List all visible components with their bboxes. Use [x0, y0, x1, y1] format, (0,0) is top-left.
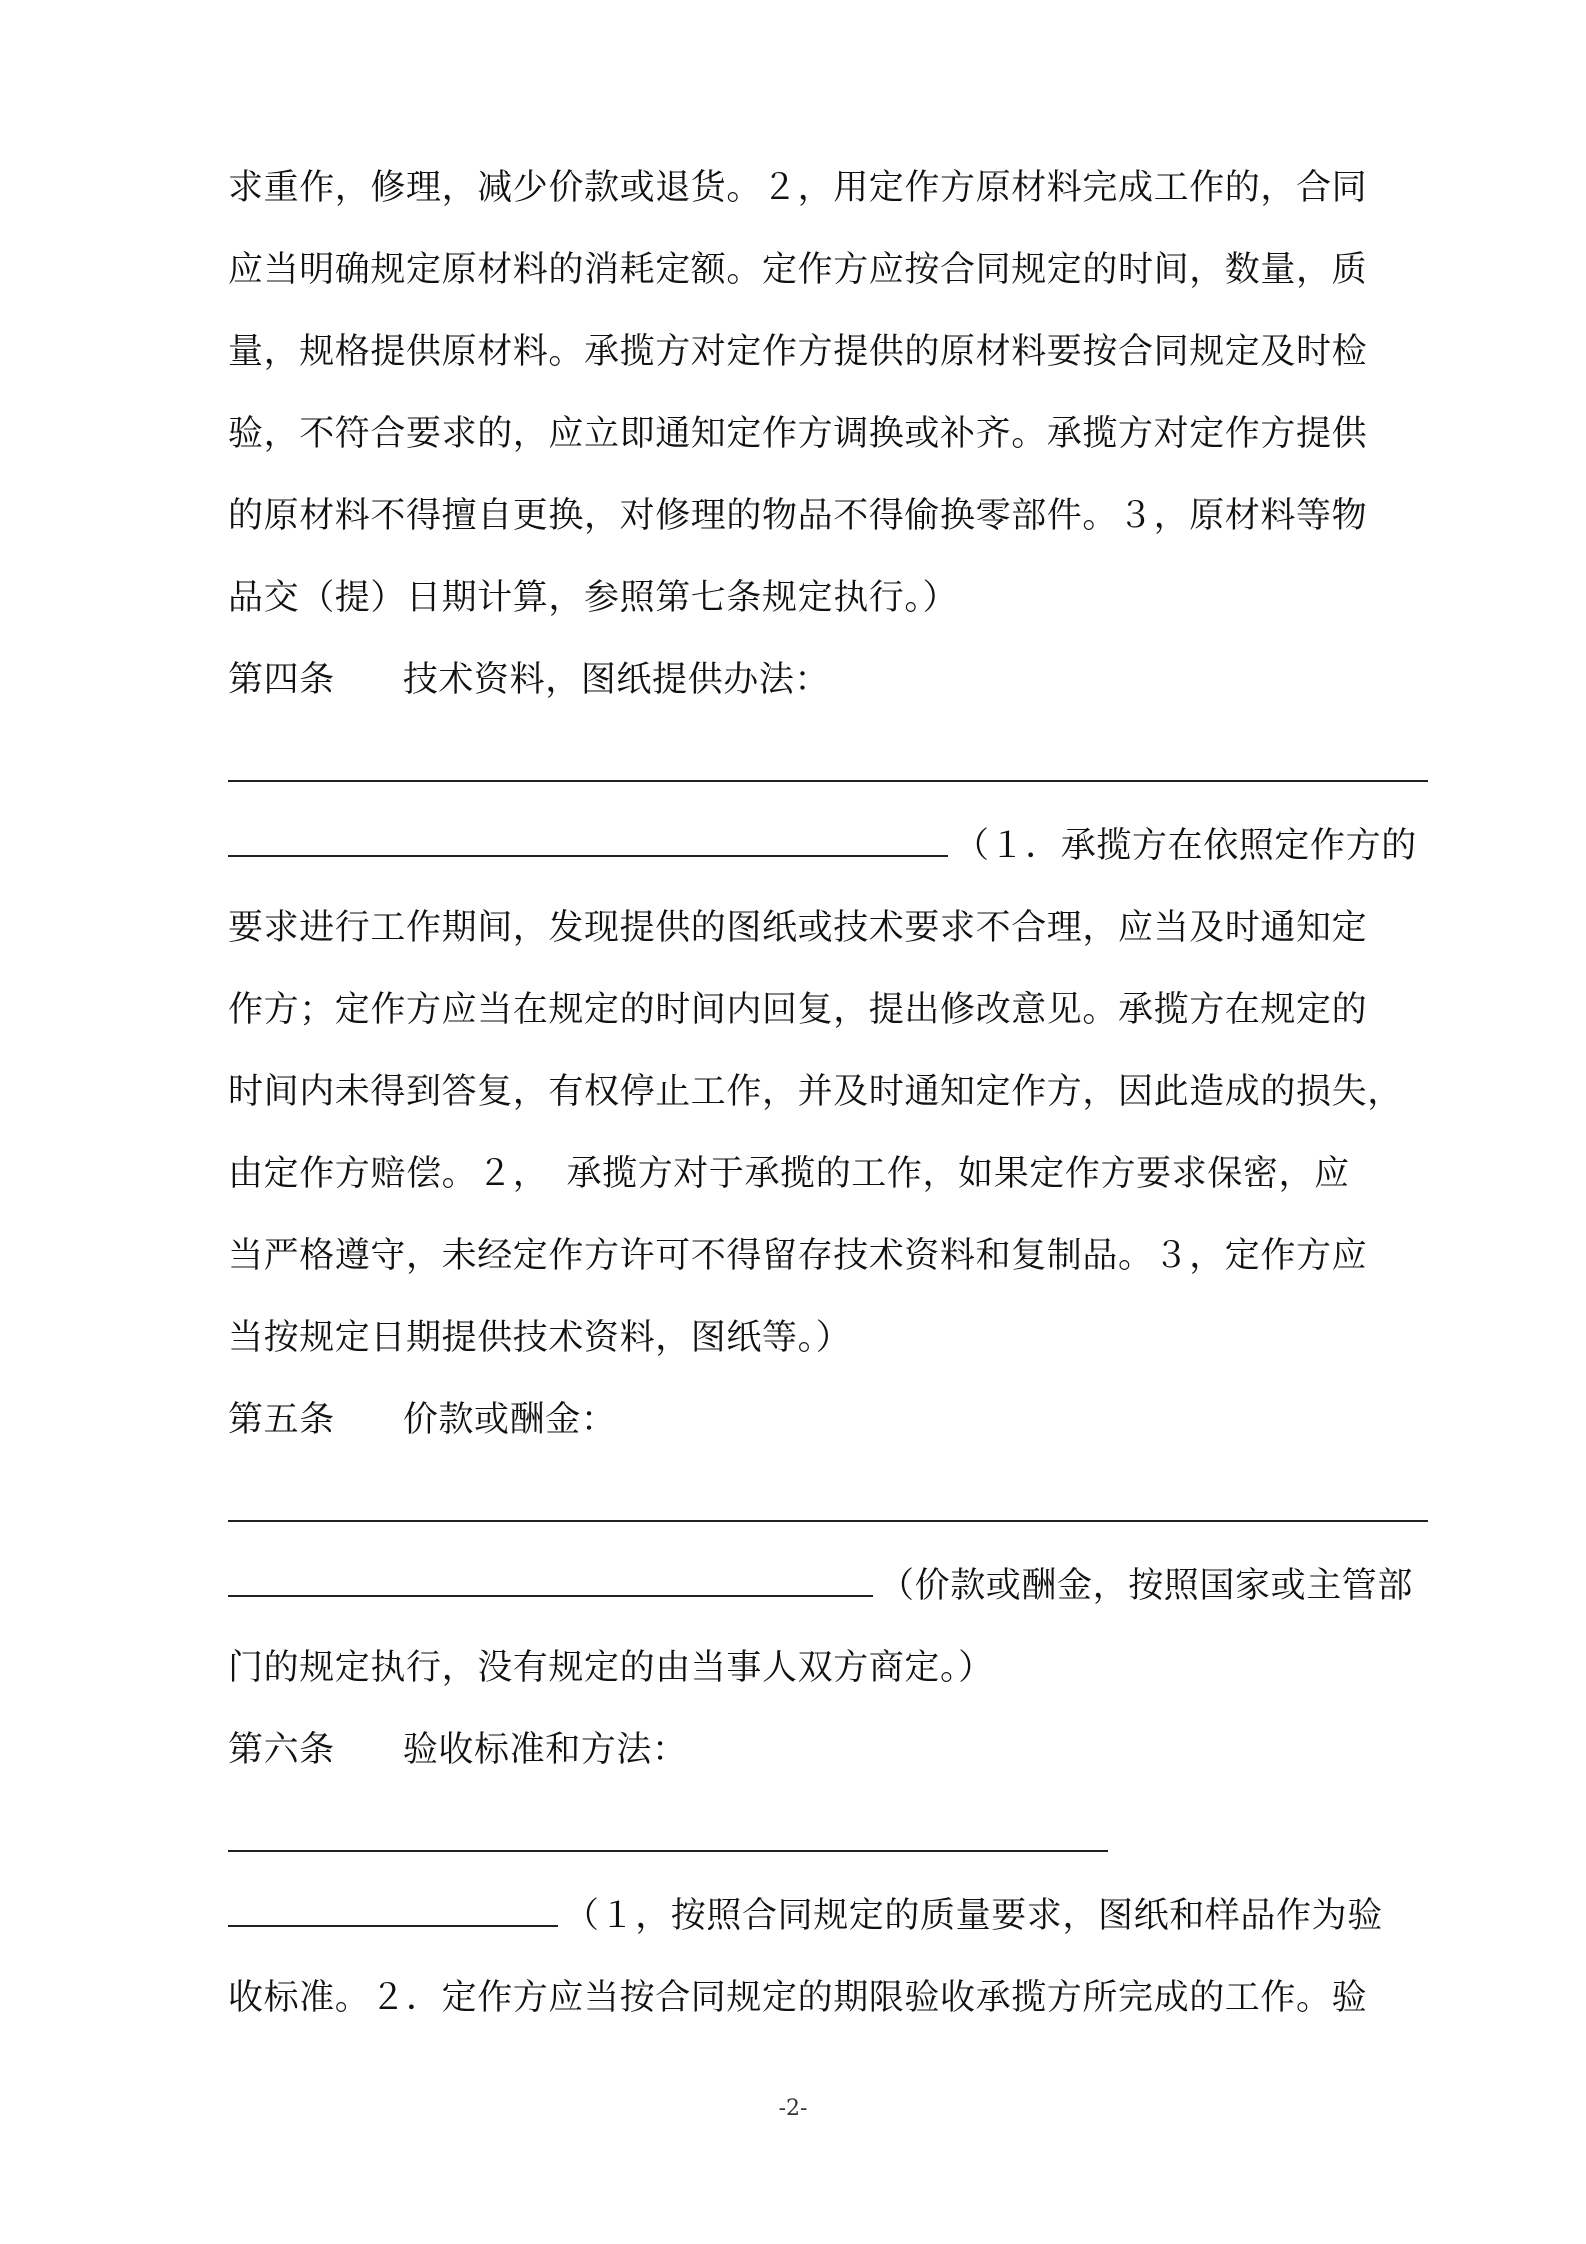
article-4-heading: [228, 656, 1448, 704]
body-line: 验，不符合要求的，应立即通知定作方调换或补齐。承揽方对定作方提供: [228, 414, 1368, 454]
article-5-heading: [228, 1396, 1448, 1444]
article-5-number: 第五条: [228, 1400, 335, 1440]
body-line: 当按规定日期提供技术资料，图纸等。）: [228, 1318, 852, 1358]
article-6-blank-line: [228, 1892, 1448, 1940]
article-5-blank-line: [228, 1562, 1448, 1610]
article-4-blank-line: [228, 822, 1448, 870]
article-6-fill-blank-line[interactable]: [228, 1850, 1108, 1852]
body-line: 时间内未得到答复，有权停止工作，并及时通知定作方，因此造成的损失，: [228, 1072, 1403, 1112]
article-6-heading: [228, 1726, 1448, 1774]
article-5-note-start: （价款或酬金，按照国家或主管部: [879, 1566, 1414, 1606]
body-line: 门的规定执行，没有规定的由当事人双方商定。）: [228, 1648, 994, 1688]
article-5-fill-blank-line[interactable]: [228, 1520, 1428, 1522]
article-4-number: 第四条: [228, 660, 335, 700]
body-line: 品交（提）日期计算，参照第七条规定执行。）: [228, 578, 959, 618]
article-5-title: 价款或酬金：: [402, 1400, 617, 1440]
body-line: 由定作方赔偿。２， 承揽方对于承揽的工作，如果定作方要求保密，应: [228, 1154, 1350, 1194]
article-4-note-start: （１．承揽方在依照定作方的: [954, 826, 1417, 866]
page-number: -2-: [778, 2096, 808, 2121]
body-line: 要求进行工作期间，发现提供的图纸或技术要求不合理，应当及时通知定: [228, 908, 1368, 948]
body-line: 当严格遵守，未经定作方许可不得留存技术资料和复制品。３，定作方应: [228, 1236, 1368, 1276]
article-6-fill-blank[interactable]: [228, 1895, 558, 1927]
article-4-fill-blank-line[interactable]: [228, 780, 1428, 782]
body-line: 的原材料不得擅自更换，对修理的物品不得偷换零部件。３，原材料等物: [228, 496, 1368, 536]
article-6-note-start: （１，按照合同规定的质量要求，图纸和样品作为验: [564, 1896, 1383, 1936]
body-line: 收标准。２．定作方应当按合同规定的期限验收承揽方所完成的工作。验: [228, 1978, 1368, 2018]
body-line: 求重作，修理，减少价款或退货。２，用定作方原材料完成工作的，合同: [228, 168, 1368, 208]
article-6-title: 验收标准和方法：: [402, 1730, 688, 1770]
body-line: 作方；定作方应当在规定的时间内回复，提出修改意见。承揽方在规定的: [228, 990, 1368, 1030]
article-5-fill-blank[interactable]: [228, 1565, 873, 1597]
article-4-fill-blank[interactable]: [228, 825, 948, 857]
article-4-title: 技术资料，图纸提供办法：: [402, 660, 831, 700]
body-line: 应当明确规定原材料的消耗定额。定作方应按合同规定的时间，数量，质: [228, 250, 1368, 290]
article-6-number: 第六条: [228, 1730, 335, 1770]
body-line: 量，规格提供原材料。承揽方对定作方提供的原材料要按合同规定及时检: [228, 332, 1368, 372]
